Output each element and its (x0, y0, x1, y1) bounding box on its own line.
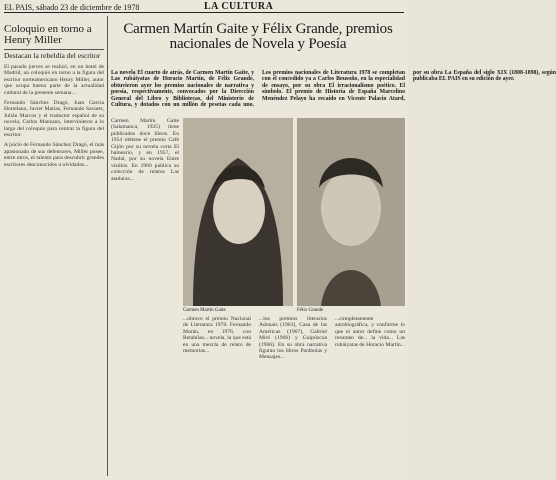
sidebar-title: Coloquio en torno a Henry Miller (4, 23, 92, 46)
sidebar-paragraph: El pasado jueves se realizó, en un hotel de Madrid, un coloquio en torno a la figura del escritor norteamericano Henry Miller, autor que ocupa buena parte de la actualidad cultural de la presente semana... (4, 64, 104, 96)
article-lead: La novela El cuarto de atrás, de Carmen Martín Gaite, y Las rubáiyatas de Horacio Martín, de Félix Grande, obtuvieron ayer los premios nacionales de narrativa y poesía, respectivamente, convocados por la Dirección General del Libro y Bibliotecas, del Ministerio de Cultura, y dotados con un millón de pesetas cada uno. Los premios nacionales de Literatura 1978 se completan con el concedido ya a Carlos Bousoño, en la especialidad de ensayo, por su obra El irracionalismo poético. El símbolo. El premio de Historia de España Marcelino Menéndez Pelayo ha recaído en Vicente Palacio Atard, por su obra La España del siglo XIX (1808-1898), según publicaba EL PAIS en su edición de ayer. (111, 70, 556, 109)
article-headline: Carmen Martín Gaite y Félix Grande, premios nacionales de Novela y Poesía (123, 21, 393, 52)
portrait-image (297, 118, 405, 306)
sidebar-paragraph: Fernando Sánchez Dragó, Juan García Hortelano, Javier Marías, Fernando Savater, Julián Marcos y el traductor español de su novela, Carlos Manzano, intervinieron a lo largo del coloquio para centrar la figura del escritor. (4, 100, 104, 139)
article-column: Carmen Martín Gaite (Salamanca, 1925) tiene publicados doce libros. En 1954 obtiene el premio Café Gijón por su novela corta El balneario, y en 1957, el Nadal, por su novela Entre visillos. En 1960 publica su colección de relatos Las ataduras... (111, 118, 179, 182)
main-article (111, 16, 556, 478)
sidebar-subtitle: Destacan la rebeldía del escritor (4, 49, 104, 60)
photo-caption: Félix Grande (297, 308, 324, 313)
portrait-image (183, 118, 293, 306)
photo-carmen-martin-gaite (183, 118, 293, 306)
sidebar-article (4, 16, 104, 478)
masthead-section: LA CULTURA (204, 1, 274, 12)
article-column: ...completamente autobiográfica, y conforme lo que el autor define como un resumen de... la vida... Las rubáiyatas de Horacio Martín... (335, 316, 405, 348)
sidebar-paragraph: A juicio de Fernando Sánchez Dragó, el más apasionado de sus defensores, Miller posee, entre otros, el talento para descubrir grandes escritores desconocidos u olvidados... (4, 142, 104, 168)
photo-felix-grande (297, 118, 405, 306)
masthead (4, 2, 404, 13)
article-column: ...los premios literarios Adonais (1963), Casa de las Américas (1967), Gabriel Miró (1966) y Guipúzcoa (1966). En su obra narrativa figuran los libros Parábolas y Mensajes... (259, 316, 327, 361)
article-column: ...obtuvo el premio Nacional de Literatura 1978. Fernando Morán, en 1976, con Retahílas... novela, la que está en una mezcla de relato de memorias... (183, 316, 251, 355)
photo-caption: Carmen Martín Gaite (183, 308, 226, 313)
masthead-source-date: EL PAIS, sábado 23 de diciembre de 1978 (4, 3, 140, 12)
column-divider (107, 16, 108, 476)
